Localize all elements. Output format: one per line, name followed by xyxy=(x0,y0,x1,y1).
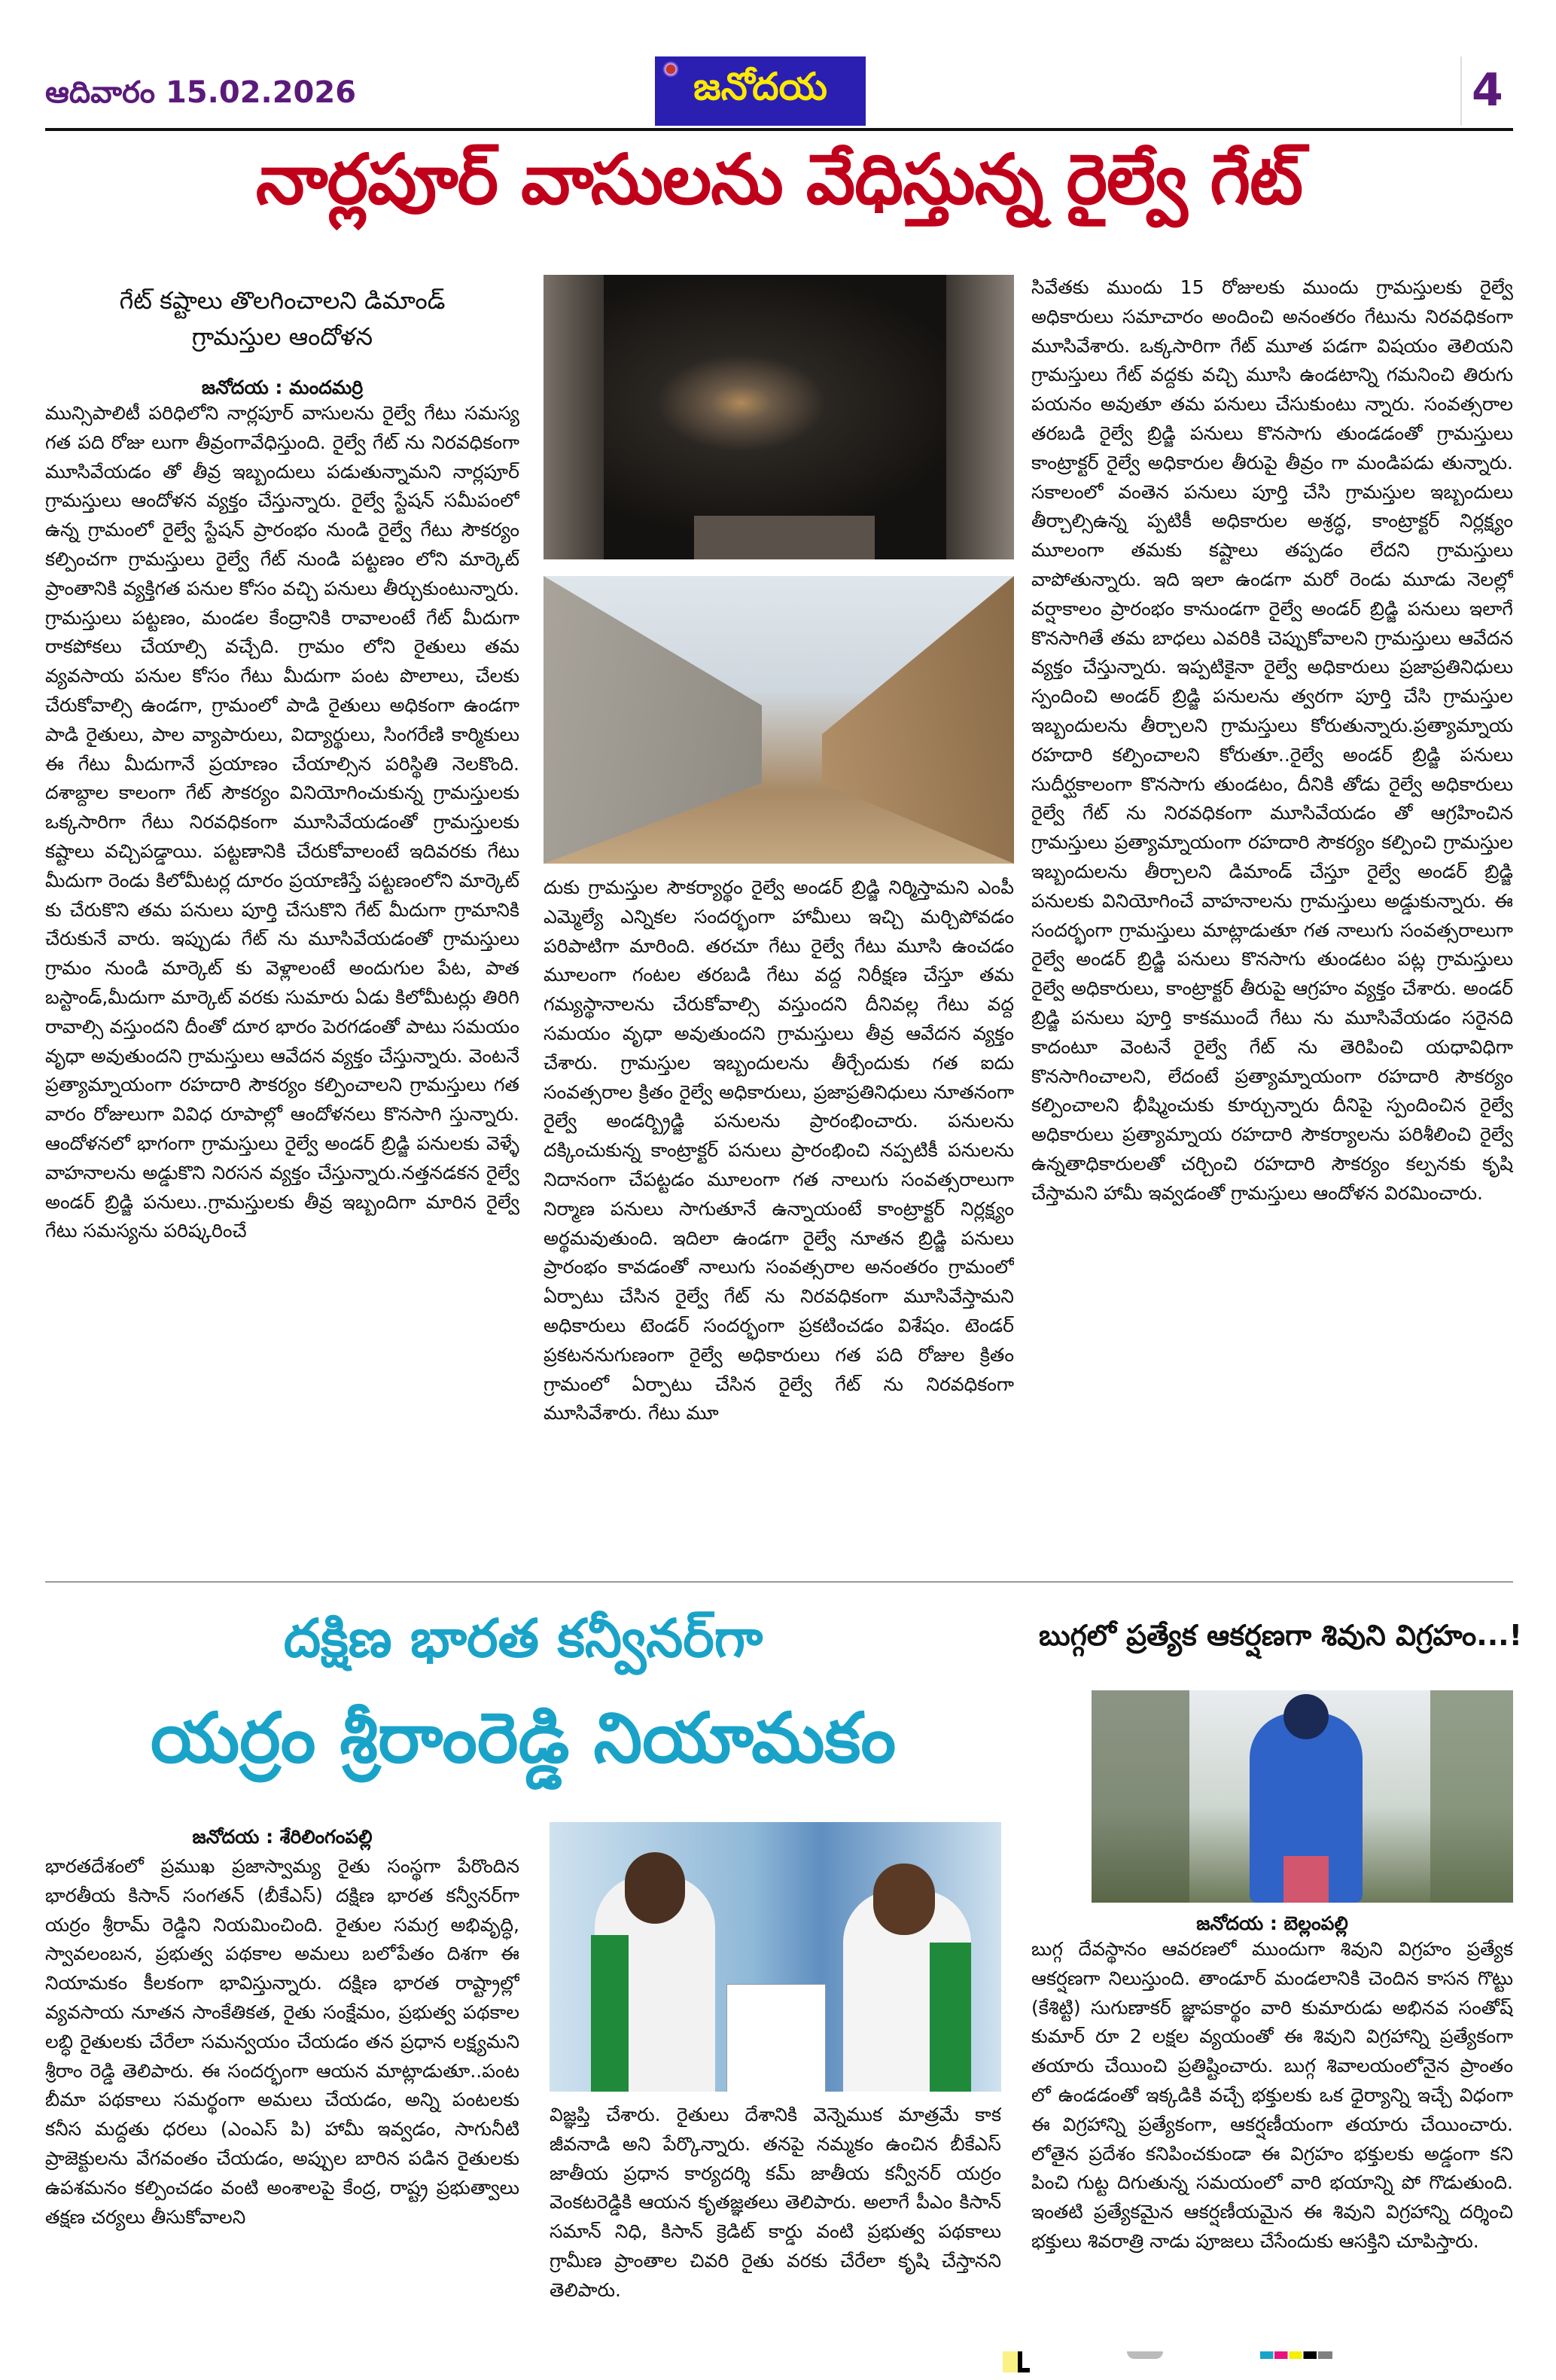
appointment-photo xyxy=(550,1822,1001,2092)
main-story-column-1: మున్సిపాలిటీ పరిధిలోని నార్లపూర్ వాసులను రైల్వే గేటు సమస్య గత పది రోజు లుగా తీవ్రంగావేధిస్తుంది. రైల్వే గేట్ ను నిరవధికంగా మూసివేయడం తో తీవ్ర ఇబ్బందులు పడుతున్నామని నార్లపూర్ గ్రామస్తులు ఆందోళన వ్యక్తం చేస్తున్నారు. రైల్వే స్టేషన్ సమీపంలో ఉన్న గ్రామంలో రైల్వే స్టేషన్ ప్రారంభం నుండి రైల్వే గేటు సౌకర్యం కల్పించగా గ్రామస్తులు రైల్వే గేట్ నుండి పట్టణం లోని మార్కెట్ ప్రాంతానికి వ్యక్తిగత పనుల కోసం వచ్చి పనులు తీర్చుకుంటున్నారు. గ్రామస్తులు పట్టణం, మండల కేంద్రానికి రావాలంటే గేట్ మీదుగా రాకపోకలు చేయాల్సి వచ్చేది. గ్రామం లోని రైతులు తమ వ్యవసాయ పనుల కోసం గేటు మీదుగా పంట పొలాలు, చేలకు చేరుకోవాల్సి ఉండగా, గ్రామంలో పాడి రైతులు అధికంగా ఉండగా పాడి రైతులు, పాల వ్యాపారులు, విద్యార్థులు, సింగరేణి కార్మికులు ఈ గేటు మీదుగానే ప్రయాణం చేయాల్సిన పరిస్థితి నెలకొంది. దశాబ్దాల కాలంగా గేట్ సౌకర్యం వినియోగించుకున్న గ్రామస్తులకు ఒక్కసారిగా గేటు నిరవధికంగా మూసివేయడంతో గ్రామస్తులకు కష్టాలు వచ్చిపడ్డాయి. పట్టణానికి చేరుకోవాలంటే ఇదివరకు గేటు మీదుగా రెండు కిలోమీటర్ల దూరం ప్రయాణిస్తే పట్టణంలోని మార్కెట్ కు చేరుకొని తమ పనులు పూర్తి చేసుకొని గేట్ మీదుగా గ్రామానికి చేరుకునే వారు. ఇప్పుడు గేట్ ను మూసివేయడంతో గ్రామస్తులు గ్రామం నుండి మార్కెట్ కు వెళ్లాలంటే అందుగుల పేట, పాత బస్టాండ్,మీదుగా మార్కెట్ వరకు సుమారు ఏడు కిలోమీటర్లు తిరిగి రావాల్సి వస్తుందని దీంతో దూర భారం పెరగడంతో పాటు సమయం వృధా అవుతుందని గ్రామస్తులు ఆవేదన వ్యక్తం చేస్తున్నారు. వెంటనే ప్రత్యామ్నాయంగా రహదారి సౌకర్యం కల్పించాలని గ్రామస్తులు గత వారం రోజులుగా వివిధ రూపాల్లో ఆందోళనలు కొనసాగి స్తున్నారు. ఆందోళనలో భాగంగా గ్రామస్తులు రైల్వే అండర్ బ్రిడ్జి పనులకు వెళ్ళే వాహనాలను అడ్డుకొని నిరసన వ్యక్తం చేస్తున్నారు.నత్తనడకన రైల్వే అండర్ బ్రిడ్జి పనులు..గ్రామస్తులకు తీవ్ర ఇబ్బందిగా మారిన రైల్వే గేటు సమస్యను పరిష్కరించే xyxy=(45,402,519,1242)
color-bar xyxy=(1260,2351,1332,2359)
story2-headline-line1: దక్షిణ భారత కన్వీనర్‌గా xyxy=(283,1607,763,1669)
main-story-column-2: దుకు గ్రామస్తుల సౌకర్యార్థం రైల్వే అండర్ బ్రిడ్జి నిర్మిస్తామని ఎంపీ ఎమ్మెల్యే ఎన్నికల సందర్భంగా హామీలు ఇచ్చి మర్చిపోవడం పరిపాటిగా మారింది. తరచూ గేటు రైల్వే గేటు మూసి ఉంచడం మూలంగా గంటల తరబడి గేటు వద్ద నిరీక్షణ చేస్తూ తమ గమ్యస్థానాలను చేరుకోవాల్సి వస్తుందని దీనివల్ల గేటు వద్ద సమయం వృధా అవుతుందని గ్రామస్తులు తీవ్ర ఆవేదన వ్యక్తం చేశారు. గ్రామస్తుల ఇబ్బందులను తీర్చేందుకు గత ఐదు సంవత్సరాల క్రితం రైల్వే అధికారులు, ప్రజాప్రతినిధులు నూతనంగా రైల్వే అండర్బ్రిడ్జి పనులను ప్రారంభించారు. పనులను దక్కించుకున్న కాంట్రాక్టర్ పనులు ప్రారంభించి నప్పటికీ పనులను నిదానంగా చేపట్టడం మూలంగా గత నాలుగు సంవత్సరాలుగా నిర్మాణ పనులు సాగుతూనే ఉన్నాయంటే కాంట్రాక్టర్ నిర్లక్ష్యం అర్థమవుతుంది. ఇదిలా ఉండగా రైల్వే నూతన బ్రిడ్జి పనులు ప్రారంభం కావడంతో నాలుగు సంవత్సరాల అనంతరం గ్రామంలో ఏర్పాటు చేసిన రైల్వే గేట్ ను నిరవధికంగా మూసివేస్తామని అధికారులు టెండర్ సందర్భంగా ప్రకటించడం విశేషం. టెండర్ ప్రకటననుగుణంగా రైల్వే అధికారులు గత పది రోజుల క్రితం గ్రామంలో ఏర్పాటు చేసిన రైల్వే గేట్ ను నిరవధికంగా మూసివేశారు. గేటు మూ xyxy=(544,876,1014,1425)
registration-mark xyxy=(1018,2351,1030,2372)
story2-column-1: భారతదేశంలో ప్రముఖ ప్రజాస్వామ్య రైతు సంస్థగా పేరొందిన భారతీయ కిసాన్ సంగతన్ (బీకేఎస్) దక్షిణ భారత కన్వీనర్‌గా యర్రం శ్రీరామ్ రెడ్డిని నియమించింది. రైతుల సమగ్ర అభివృద్ధి, స్వావలంబన, ప్రభుత్వ పథకాల అమలు బలోపేతం దిశగా ఈ నియామకం కీలకంగా భావిస్తున్నారు. దక్షిణ భారత రాష్ట్రాల్లో వ్యవసాయ నూతన సాంకేతికత, రైతు సంక్షేమం, ప్రభుత్వ పథకాల లబ్ధి రైతులకు చేరేలా సమన్వయం చేయడం తన ప్రధాన లక్ష్యమని శ్రీరాం రెడ్డి తెలిపారు. ఈ సందర్భంగా ఆయన మాట్లాడుతూ..పంట బీమా పథకాలు సమర్థంగా అమలు చేయడం, అన్ని పంటలకు కనీస మద్దతు ధరలు (ఎంఎస్ పి) హామీ ఇవ్వడం, సాగునీటి ప్రాజెక్టులను వేగవంతం చేయడం, అప్పుల బారిన పడిన రైతులకు ఉపశమనం కల్పించడం వంటి అంశాలపై కేంద్ర, రాష్ట్ర ప్రభుత్వాలు తక్షణ చర్యలు తీసుకోవాలని xyxy=(45,1855,519,2228)
newspaper-logo xyxy=(655,56,866,126)
bridge-construction-photo xyxy=(544,576,1014,864)
underpass-tunnel-photo xyxy=(544,275,1014,559)
masthead-rule xyxy=(45,128,1513,131)
logo-text: జనోదయ xyxy=(693,64,827,108)
divider xyxy=(1460,56,1462,126)
subhead-line-1: గేట్ కష్టాలు తొలగించాలని డిమాండ్ xyxy=(119,286,446,315)
story3-byline: జనోదయ : బెల్లంపల్లి xyxy=(1196,1912,1348,1934)
main-headline: నార్లపూర్ వాసులను వేధిస్తున్న రైల్వే గేట్ xyxy=(255,139,1303,220)
page-number: 4 xyxy=(1472,64,1503,117)
story3-body: బుగ్గ దేవస్థానం ఆవరణలో ముందుగా శివుని విగ్రహం ప్రత్యేక ఆకర్షణగా నిలుస్తుంది. తాండూర్ మండలానికి చెందిన కాసన గొట్టు (కేశిట్టి) సుగుణాకర్ జ్ఞాపకార్థం వారి కుమారుడు అభినవ సంతోష్ కుమార్ రూ 2 లక్షల వ్యయంతో ఈ శివుని విగ్రహాన్ని ప్రత్యేకంగా తయారు చేయించి ప్రతిష్టించారు. బుగ్గ శివాలయంలోనైన ప్రాంతం లో ఉండడంతో ఇక్కడికి వచ్చే భక్తులకు ఒక ధైర్యాన్ని ఇచ్చే విధంగా ఈ విగ్రహాన్ని ప్రత్యేకంగా, ఆకర్షణీయంగా తయారు చేయించారు. లోతైన ప్రదేశం కనిపించకుండా ఈ విగ్రహం భక్తులకు అడ్డంగా కని పించి గుట్ట దిగుతున్న సమయంలో వారి భయాన్ని పో గొడుతుంది. ఇంతటి ప్రత్యేకమైన ఆకర్షణీయమైన ఈ శివుని విగ్రహాన్ని దర్శించి భక్తులు శివరాత్రి నాడు పూజలు చేసేందుకు ఆసక్తిని చూపిస్తారు. xyxy=(1031,1938,1513,2252)
story3-headline: బుగ్గలో ప్రత్యేక ఆకర్షణగా శివుని విగ్రహం...! xyxy=(1039,1619,1522,1652)
sun-logo-icon xyxy=(662,61,679,78)
registration-mark xyxy=(1127,2351,1163,2359)
story2-headline-line2: యర్రం శ్రీరాంరెడ్డి నియామకం xyxy=(150,1698,897,1778)
issue-date: ఆదివారం 15.02.2026 xyxy=(45,75,357,110)
registration-mark xyxy=(1003,2351,1019,2372)
main-subhead xyxy=(45,282,519,355)
story2-byline: జనోదయ : శేరిలింగంపల్లి xyxy=(192,1826,373,1848)
shiva-statue-photo xyxy=(1092,1690,1513,1903)
subhead-line-2: గ్రామస్తుల ఆందోళన xyxy=(191,322,373,351)
main-byline: జనోదయ : మందమర్రి xyxy=(201,376,364,398)
section-divider xyxy=(45,1581,1513,1583)
story2-column-2: విజ్ఞప్తి చేశారు. రైతులు దేశానికి వెన్నెముక మాత్రమే కాక జీవనాడి అని పేర్కొన్నారు. తనపై నమ్మకం ఉంచిన బీకేఎస్ జాతీయ ప్రధాన కార్యదర్శి కమ్ జాతీయ కన్వీనర్ యర్రం వెంకటరెడ్డికి ఆయన కృతజ్ఞతలు తెలిపారు. అలాగే పీఎం కిసాన్ సమాన్ నిధి, కిసాన్ క్రెడిట్ కార్డు వంటి ప్రభుత్వ పథకాలు గ్రామీణ ప్రాంతాల చివరి రైతు వరకు చేరేలా కృషి చేస్తానని తెలిపారు. xyxy=(550,2104,1001,2301)
main-story-column-3: సివేతకు ముందు 15 రోజులకు ముందు గ్రామస్తులకు రైల్వే అధికారులు సమాచారం అందించి అనంతరం గేటును నిరవధికంగా మూసివేశారు. ఒక్కసారిగా గేట్ మూత పడగా విషయం తెలియని గ్రామస్తులు గేట్ వద్దకు వచ్చి మూసి ఉండటాన్ని గమనించి తిరుగు పయనం అవుతూ తమ పనులు చేసుకుంటు న్నారు. సంవత్సరాల తరబడి రైల్వే బ్రిడ్జి పనులు కొనసాగు తుండడంతో గ్రామస్తులు కాంట్రాక్టర్ రైల్వే అధికారుల తీరుపై తీవ్రం గా మండిపడు తున్నారు. సకాలంలో వంతెన పనులు పూర్తి చేసి గ్రామస్తుల ఇబ్బందులు తీర్చాల్సిఉన్న ప్పటికీ అధికారుల అశ్రద్ధ, కాంట్రాక్టర్ నిర్లక్ష్యం మూలంగా తమకు కష్టాలు తప్పడం లేదని గ్రామస్తులు వాపోతున్నారు. ఇది ఇలా ఉండగా మరో రెండు మూడు నెలల్లో వర్షాకాలం ప్రారంభం కానుండగా రైల్వే అండర్ బ్రిడ్జి పనులు ఇలాగే కొనసాగితే తమ బాధలు ఎవరికి చెప్పుకోవాలని గ్రామస్తులు ఆవేదన వ్యక్తం చేస్తున్నారు. ఇప్పటికైనా రైల్వే అధికారులు ప్రజాప్రతినిధులు స్పందించి అండర్ బ్రిడ్జి పనులను త్వరగా పూర్తి చేసి గ్రామస్తుల ఇబ్బందులను తీర్చాలని గ్రామస్తులు కోరుతున్నారు.ప్రత్యామ్నాయ రహదారి కల్పించాలని కోరుతూ..రైల్వే అండర్ బ్రిడ్జి పనులు సుదీర్ఘకాలంగా కొనసాగు తుండటం, దీనికి తోడు రైల్వే అధికారులు రైల్వే గేట్ ను నిరవధికంగా మూసివేయడం తో ఆగ్రహించిన గ్రామస్తులు ప్రత్యామ్నాయంగా రహదారి సౌకర్యం కల్పించి గ్రామస్తుల ఇబ్బందులను తీర్చాలని డిమాండ్ చేస్తూ రైల్వే అండర్ బ్రిడ్జి పనులకు వినియోగించే వాహనాలను గ్రామస్తులు అడ్డుకున్నారు. ఈ సందర్భంగా గ్రామస్తులు మాట్లాడుతూ గత నాలుగు సంవత్సరాలుగా రైల్వే అండర్ బ్రిడ్జి పనులు కొనసాగు తుండటం పట్ల గ్రామస్తులు రైల్వే అధికారులు, కాంట్రాక్టర్ తీరుపై ఆగ్రహం వ్యక్తం చేశారు. అండర్ బ్రిడ్జి పనులు పూర్తి కాకముందే గేటు ను మూసివేయడం సరైనది కాదంటూ వెంటనే రైల్వే గేట్ ను తెరిపించి యధావిధిగా కొనసాగించాలని, లేదంటే ప్రత్యామ్నాయంగా రహదారి సౌకర్యం కల్పించాలని భీష్మించుకు కూర్చున్నారు దీనిపై స్పందించిన రైల్వే అధికారులు ప్రత్యామ్నాయ రహదారి సౌకర్యాలను పరిశీలించి రైల్వే ఉన్నతాధికారులతో చర్చించి రహదారి సౌకర్యం కల్పనకు కృషి చేస్తామని హామీ ఇవ్వడంతో గ్రామస్తులు ఆందోళన విరమించారు. xyxy=(1031,276,1513,1204)
